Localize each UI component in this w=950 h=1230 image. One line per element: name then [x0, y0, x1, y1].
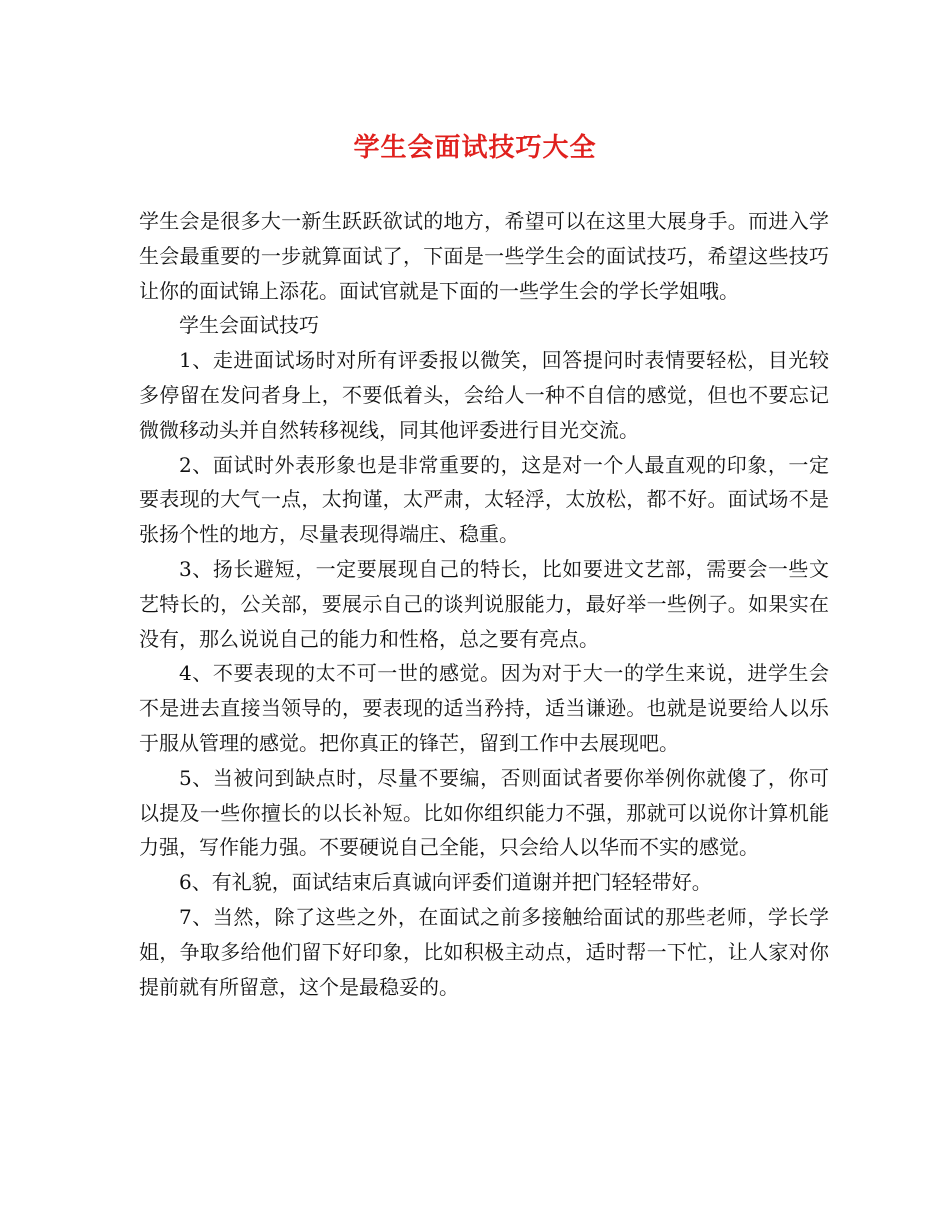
tip-paragraph-5: 5、当被问到缺点时，尽量不要编，否则面试者要你举例你就傻了，你可以提及一些你擅长的以长补短。比如你组织能力不强，那就可以说你计算机能力强，写作能力强。不要硬说自己全能，只会给人以华而不实的感觉。: [139, 765, 829, 860]
tip-paragraph-1: 1、走进面试场时对所有评委报以微笑，回答提问时表情要轻松，目光较多停留在发问者身上，不要低着头，会给人一种不自信的感觉，但也不要忘记微微移动头并自然转移视线，同其他评委进行目光交流。: [139, 348, 829, 442]
subheading: 学生会面试技巧: [179, 313, 319, 338]
tip-paragraph-4: 4、不要表现的太不可一世的感觉。因为对于大一的学生来说，进学生会不是进去直接当领导的，要表现的适当矜持，适当谦逊。也就是说要给人以乐于服从管理的感觉。把你真正的锋芒，留到工作中去展现吧。: [139, 661, 829, 755]
intro-paragraph: 学生会是很多大一新生跃跃欲试的地方，希望可以在这里大展身手。而进入学生会最重要的一步就算面试了，下面是一些学生会的面试技巧，希望这些技巧让你的面试锦上添花。面试官就是下面的一些学生会的学长学姐哦。: [139, 209, 829, 303]
tip-paragraph-3: 3、扬长避短，一定要展现自己的特长，比如要进文艺部，需要会一些文艺特长的，公关部，要展示自己的谈判说服能力，最好举一些例子。如果实在没有，那么说说自己的能力和性格，总之要有亮点。: [139, 556, 829, 651]
tip-paragraph-2: 2、面试时外表形象也是非常重要的，这是对一个人最直观的印象，一定要表现的大气一点，太拘谨，太严肃，太轻浮，太放松，都不好。面试场不是张扬个性的地方，尽量表现得端庄、稳重。: [139, 452, 829, 547]
document-body: [139, 204, 829, 1004]
document-title: 学生会面试技巧大全: [353, 133, 597, 163]
tip-paragraph-6: 6、有礼貌，面试结束后真诚向评委们道谢并把门轻轻带好。: [179, 870, 712, 895]
tip-paragraph-7: 7、当然，除了这些之外，在面试之前多接触给面试的那些老师，学长学姐，争取多给他们留下好印象，比如积极主动点，适时帮一下忙，让人家对你提前就有所留意，这个是最稳妥的。: [139, 904, 829, 999]
